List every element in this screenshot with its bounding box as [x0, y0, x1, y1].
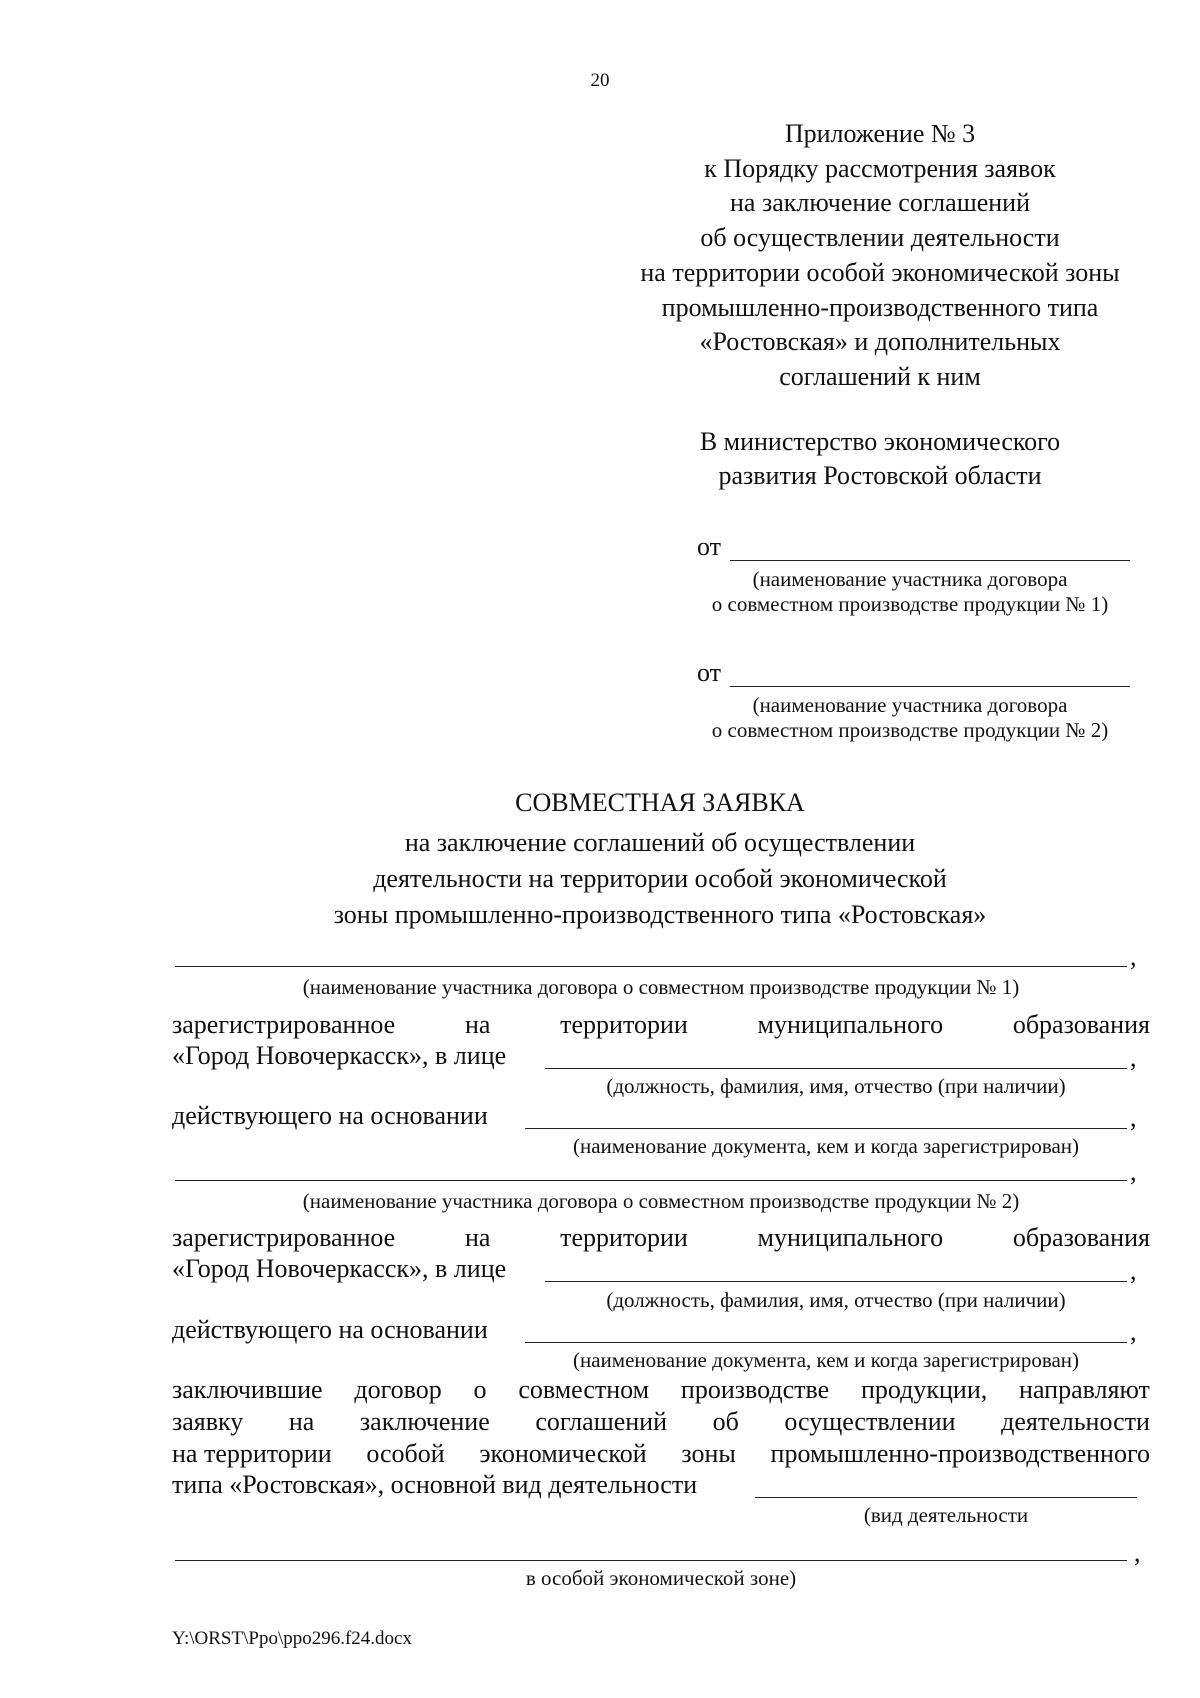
conclusion-line-1	[172, 1375, 1150, 1405]
appendix-line: на заключение соглашений	[730, 188, 1030, 218]
participant-1-name-field[interactable]	[175, 966, 1127, 967]
from-field-2[interactable]	[730, 686, 1130, 687]
participant-1-person-caption: (должность, фамилия, имя, отчество (при наличии)	[606, 1074, 1066, 1098]
file-path-footer: Y:\ORST\Ppo\ppo296.f24.docx	[172, 1628, 412, 1649]
participant-2-name-field[interactable]	[175, 1180, 1127, 1181]
word: промышленно-производственного	[770, 1439, 1150, 1468]
word: зарегистрированное	[172, 1010, 396, 1039]
word: совместном	[518, 1375, 650, 1404]
comma: ,	[1130, 942, 1137, 971]
word: образования	[1012, 1010, 1150, 1039]
participant-2-person-caption: (должность, фамилия, имя, отчество (при наличии)	[606, 1288, 1066, 1312]
from-label-1: от	[697, 532, 722, 561]
activity-field-2[interactable]	[175, 1560, 1127, 1561]
participant-2-city-line: «Город Новочеркасск», в лице	[172, 1254, 507, 1283]
word: зарегистрированное	[172, 1223, 396, 1252]
participant-1-name-caption: (наименование участника договора о совместном производстве продукции № 1)	[302, 975, 1020, 999]
subtitle-line: зоны промышленно-производственного типа «Ростовская»	[333, 900, 987, 929]
word: заключившие	[172, 1375, 323, 1404]
word: на	[288, 1407, 315, 1436]
word: заявку	[172, 1407, 244, 1436]
subtitle-line: деятельности на территории особой экономической	[373, 864, 947, 893]
word: территории	[560, 1010, 688, 1039]
participant-1-city-line: «Город Новочеркасск», в лице	[172, 1041, 507, 1070]
from-caption-line: о совместном производстве продукции № 2)	[711, 718, 1109, 742]
comma: ,	[1130, 1157, 1137, 1186]
word: соглашений	[535, 1407, 668, 1436]
word: осуществлении	[784, 1407, 956, 1436]
participant-2-doc-caption: (наименование документа, кем и когда зарегистрирован)	[572, 1348, 1080, 1372]
word: производстве	[680, 1375, 830, 1404]
activity-caption-2: в особой экономической зоне)	[525, 1566, 797, 1590]
participant-1-basis-line: действующего на основании	[172, 1101, 488, 1130]
conclusion-line-2	[172, 1407, 1150, 1437]
page-number: 20	[590, 70, 610, 91]
appendix-line: соглашений к ним	[779, 361, 981, 391]
from-label-2: от	[697, 658, 722, 687]
word: продукции,	[860, 1375, 988, 1404]
participant-1-doc-field[interactable]	[525, 1128, 1127, 1129]
word: образования	[1012, 1223, 1150, 1252]
conclusion-line-3	[172, 1439, 1150, 1469]
addressee-line: В министерство экономического	[699, 427, 1061, 456]
participant-1-registered-line	[172, 1010, 1150, 1040]
appendix-line: Приложение № 3	[784, 119, 976, 148]
appendix-header	[600, 117, 1160, 395]
participant-2-person-field[interactable]	[545, 1281, 1127, 1282]
from-caption-2	[670, 693, 1150, 743]
word: территории	[560, 1223, 688, 1252]
conclusion-line-4: типа «Ростовская», основной вид деятельности	[172, 1470, 698, 1499]
participant-2-doc-field[interactable]	[525, 1342, 1127, 1343]
word: муниципального	[757, 1010, 944, 1039]
from-caption-line: (наименование участника договора	[752, 567, 1068, 591]
word: об	[712, 1407, 739, 1436]
word: о	[473, 1375, 487, 1404]
participant-2-registered-line	[172, 1223, 1150, 1253]
appendix-line: на территории особой экономической зоны	[640, 257, 1120, 287]
document-title: СОВМЕСТНАЯ ЗАЯВКА	[515, 788, 805, 817]
word: зоны	[681, 1439, 736, 1468]
participant-2-name-caption: (наименование участника договора о совместном производстве продукции № 2)	[302, 1189, 1020, 1213]
comma: ,	[1130, 1317, 1137, 1346]
participant-1-doc-caption: (наименование документа, кем и когда зарегистрирован)	[572, 1134, 1080, 1158]
subtitle-line: на заключение соглашений об осуществлении	[404, 828, 916, 857]
word: деятельности	[1001, 1407, 1150, 1436]
word: договор	[354, 1375, 442, 1404]
appendix-line: промышленно-производственного типа	[661, 292, 1099, 322]
addressee-line: развития Ростовской области	[718, 461, 1042, 490]
comma: ,	[1130, 1256, 1137, 1285]
from-caption-line: (наименование участника договора	[752, 693, 1068, 717]
word: муниципального	[757, 1223, 944, 1252]
word: особой	[366, 1439, 445, 1468]
participant-1-person-field[interactable]	[545, 1068, 1127, 1069]
word: заключение	[359, 1407, 490, 1436]
activity-field[interactable]	[755, 1497, 1137, 1498]
word: экономической	[479, 1439, 647, 1468]
appendix-line: об осуществлении деятельности	[700, 223, 1060, 253]
document-subtitle	[0, 825, 1200, 933]
addressee-block	[600, 425, 1160, 493]
from-caption-line: о совместном производстве продукции № 1)	[711, 592, 1109, 616]
comma: ,	[1130, 1103, 1137, 1132]
participant-2-basis-line: действующего на основании	[172, 1315, 488, 1344]
word: направляют	[1019, 1375, 1150, 1404]
comma: ,	[1130, 1043, 1137, 1072]
comma: ,	[1134, 1538, 1141, 1567]
from-caption-1	[670, 567, 1150, 617]
appendix-line: «Ростовская» и дополнительных	[699, 327, 1061, 357]
activity-caption-1: (вид деятельности	[863, 1503, 1029, 1527]
word: на территории	[172, 1439, 332, 1468]
word: на	[464, 1223, 491, 1252]
appendix-line: к Порядку рассмотрения заявок	[704, 153, 1056, 183]
from-field-1[interactable]	[730, 560, 1130, 561]
word: на	[464, 1010, 491, 1039]
